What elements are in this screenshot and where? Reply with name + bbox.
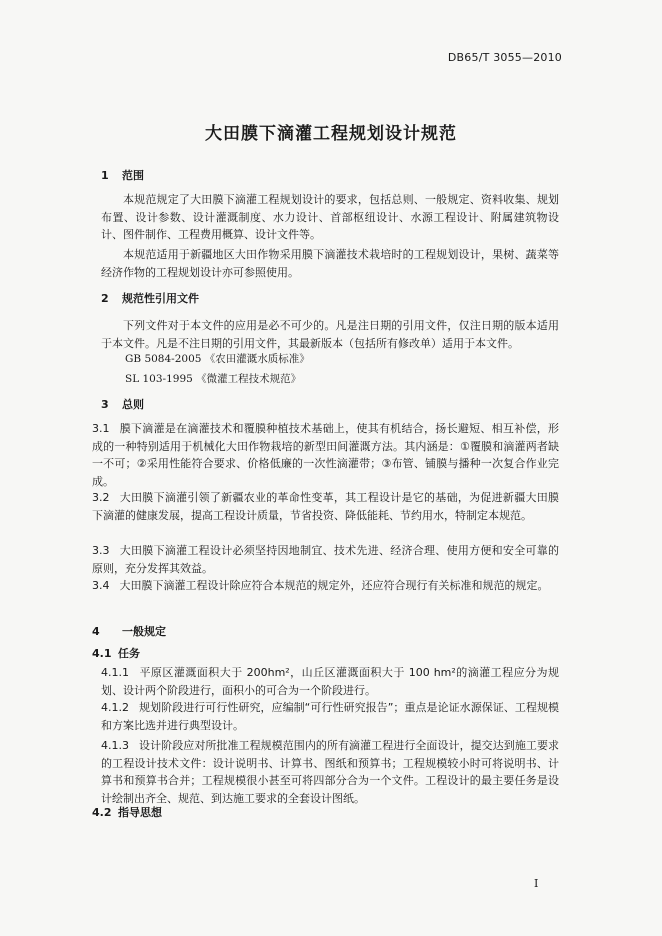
section-title: 规范性引用文件: [122, 292, 199, 305]
clause-3-3: [92, 542, 559, 577]
normative-reference-2: SL 103-1995 《微灌工程技术规范》: [125, 373, 302, 385]
clause-number: 4.1.1: [101, 666, 129, 679]
section-title: 总则: [122, 398, 144, 411]
clause-text: 膜下滴灌是在滴灌技术和覆膜种植技术基础上，使其有机结合，扬长避短、相互补偿，形成的一种特别适用于机械化大田作物栽培的新型田间灌溉方法。其内涵是：①覆膜和滴灌两者缺一不可；②采用性能符合要求、价格低廉的一次性滴灌带；③布管、铺膜与播种一次复合作业完成。: [92, 422, 559, 488]
section-1-paragraph-1: 本规范规定了大田膜下滴灌工程规划设计的要求，包括总则、一般规定、资料收集、规划布置、设计参数、设计灌溉制度、水力设计、首部枢纽设计、水源工程设计、附属建筑物设计、图件制作、工程费用概算、设计文件等。: [101, 193, 559, 241]
section-number: 4: [92, 625, 100, 638]
clause-number: 3.1: [92, 422, 110, 435]
section-number: 1: [101, 169, 109, 182]
clause-4-1-3: [101, 737, 559, 807]
clause-text: 大田膜下滴灌引领了新疆农业的革命性变革，其工程设计是它的基础，为促进新疆大田膜下滴灌的健康发展，提高工程设计质量，节省投资、降低能耗、节约用水，特制定本规范。: [92, 491, 559, 522]
section-number: 3: [101, 398, 109, 411]
clause-number: 3.3: [92, 544, 110, 557]
clause-4-1-2: [101, 699, 559, 734]
subsection-4-1-heading: [92, 645, 140, 661]
subsection-4-2-heading: [92, 804, 162, 820]
standard-number: DB65/T 3055—2010: [447, 51, 562, 64]
section-title: 范围: [122, 169, 144, 182]
clause-number: 4.1.2: [101, 701, 129, 714]
clause-text: 规划阶段进行可行性研究，应编制“可行性研究报告”；重点是论证水源保证、工程规模和方案比选并进行典型设计。: [101, 701, 559, 732]
normative-reference-1: GB 5084-2005 《农田灌溉水质标准》: [125, 353, 310, 365]
section-1-paragraph-2: 本规范适用于新疆地区大田作物采用膜下滴灌技术栽培时的工程规划设计，果树、蔬菜等经济作物的工程规划设计亦可参照使用。: [101, 248, 559, 279]
clause-4-1-1: [101, 664, 559, 699]
page-number: I: [534, 877, 539, 890]
clause-3-2: [92, 489, 559, 524]
clause-number: 4.1.3: [101, 739, 129, 752]
clause-text: 平原区灌溉面积大于 200hm²，山丘区灌溉面积大于 100 hm²的滴灌工程应分为规划、设计两个阶段进行，面积小的可合为一个阶段进行。: [101, 666, 559, 697]
subsection-number: 4.2: [92, 806, 112, 819]
clause-number: 3.2: [92, 491, 110, 504]
clause-text: 大田膜下滴灌工程设计除应符合本规范的规定外，还应符合现行有关标准和规范的规定。: [119, 579, 549, 592]
section-number: 2: [101, 292, 109, 305]
section-4-heading: [92, 623, 166, 639]
subsection-title: 任务: [118, 647, 140, 660]
clause-3-4: [92, 577, 559, 595]
section-1-heading: [101, 167, 144, 183]
section-3-heading: [101, 396, 144, 412]
clause-number: 3.4: [92, 579, 110, 592]
clause-text: 设计阶段应对所批准工程规模范围内的所有滴灌工程进行全面设计，提交达到施工要求的工程设计技术文件：设计说明书、计算书、图纸和预算书；工程规模较小时可将说明书、计算书和预算书合并；工程规模很小甚至可将四部分合为一个文件。工程设计的最主要任务是设计绘制出齐全、规范、到达施工要求的全套设计图纸。: [101, 739, 559, 805]
section-2-heading: [101, 290, 199, 306]
subsection-number: 4.1: [92, 647, 112, 660]
subsection-title: 指导思想: [118, 806, 162, 819]
section-2-paragraph-1: 下列文件对于本文件的应用是必不可少的。凡是注日期的引用文件，仅注日期的版本适用于本文件。凡是不注日期的引用文件，其最新版本（包括所有修改单）适用于本文件。: [101, 319, 559, 350]
section-title: 一般规定: [122, 625, 166, 638]
document-title: 大田膜下滴灌工程规划设计规范: [205, 124, 457, 144]
clause-3-1: [92, 420, 559, 490]
clause-text: 大田膜下滴灌工程设计必须坚持因地制宜、技术先进、经济合理、使用方便和安全可靠的原则，充分发挥其效益。: [92, 544, 559, 575]
